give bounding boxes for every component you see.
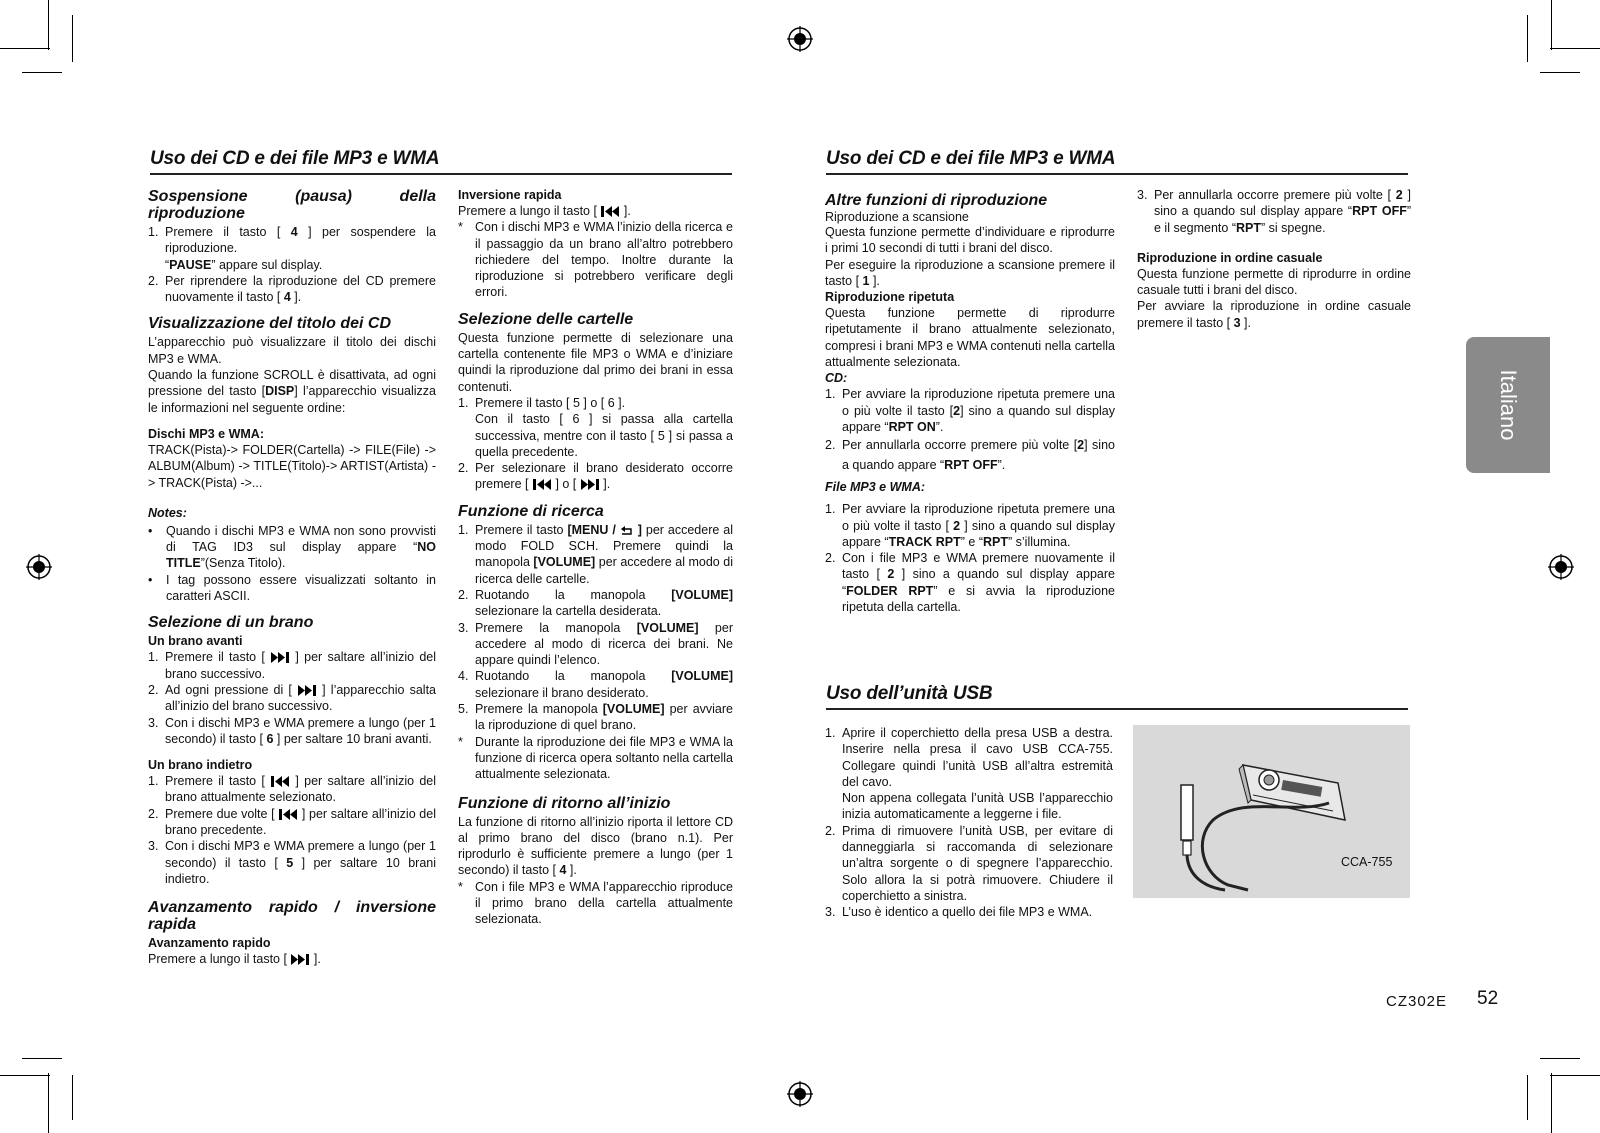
usb-list (825, 725, 1113, 921)
scan-text-2: Per eseguire la riproduzione a scansione premere il tasto [ 1 ]. (825, 257, 1115, 288)
list-item: 4. Ruotando la manopola [VOLUME] selezionare il brano desiderato. (458, 669, 733, 700)
list-item: 2. Per selezionare il brano desiderato occorre premere [ ] o [ ]. (458, 461, 733, 492)
return-heading: Funzione di ritorno all’inizio (458, 794, 671, 812)
fast-forward-heading: Avanzamento rapido / inversione rapida (148, 899, 436, 934)
notes-heading: Notes: (148, 505, 187, 520)
right-page-title: Uso dei CD e dei file MP3 e WMA (826, 148, 1408, 175)
right-column-1 (825, 192, 1115, 615)
page-number: 52 (1477, 988, 1499, 1009)
list-item: 3. Con i dischi MP3 e WMA premere a lungo (per 1 secondo) il tasto [ 5 ] per saltare 10 brani indietro. (148, 839, 436, 886)
list-item: 1. Per avviare la riproduzione ripetuta premere una o più volte il tasto [2] sino a quando sul display appare “RPT ON”. (825, 387, 1115, 434)
list-item: 2. Premere due volte [ ] per saltare all’inizio del brano precedente. (148, 806, 436, 838)
title-display-heading: Visualizzazione del titolo dei CD (148, 315, 391, 333)
other-functions-heading: Altre funzioni di riproduzione (825, 192, 1048, 209)
back-heading: Un brano indietro (148, 758, 253, 773)
language-tab-label: Italiano (1496, 369, 1521, 441)
repeat-heading: Riproduzione ripetuta (825, 290, 955, 305)
pause-heading: Sospensione (pausa) della riproduzione (148, 188, 436, 222)
list-item: 3. Con i dischi MP3 e WMA premere a lungo (per 1 secondo) il tasto [ 6 ] per saltare 10 brani avanti. (148, 715, 436, 746)
prev-track-icon (270, 776, 290, 787)
file-heading: File MP3 e WMA: (825, 480, 926, 495)
select-track-heading: Selezione di un brano (148, 614, 314, 632)
search-heading: Funzione di ricerca (458, 502, 604, 520)
list-item: 1. Premere il tasto [ ] per saltare all’inizio del brano successivo. (148, 650, 436, 681)
menu-back-icon (620, 525, 634, 536)
fast-forward-text: Premere a lungo il tasto [ ]. (148, 952, 321, 967)
list-item: 5. Premere la manopola [VOLUME] per avviare la riproduzione di quel brano. (458, 702, 733, 733)
registration-mark-icon (787, 1081, 813, 1107)
prev-track-icon (532, 479, 552, 490)
left-page-title: Uso dei CD e dei file MP3 e WMA (150, 148, 732, 175)
list-item: 1. Per avviare la riproduzione ripetuta premere una o più volte il tasto [ 2 ] sino a quando sul display appare “TRACK RPT” e “RPT” s’illumina. (825, 502, 1115, 549)
registration-mark-icon (1548, 554, 1574, 580)
next-track-icon (290, 954, 310, 965)
list-item: * Durante la riproduzione dei file MP3 e WMA la funzione di ricerca opera soltanto nella cartella attualmente selezionata. (458, 734, 733, 782)
head-unit-usb-illustration (1133, 725, 1410, 898)
right-column-2 (1137, 187, 1411, 331)
prev-track-icon (600, 206, 620, 217)
left-column-1 (148, 188, 436, 968)
list-item: 3. L’uso è identico a quello dei file MP3 e WMA. (825, 905, 1093, 920)
list-item: 3. Per annullarla occorre premere più volte [ 2 ] sino a quando sul display appare “RPT OFF” e il segmento “RPT” si spegne. (1137, 188, 1412, 235)
left-column-2 (458, 187, 733, 928)
title-display-text: L’apparecchio può visualizzare il titolo dei dischi MP3 e WMA. (148, 335, 436, 366)
list-item: 1. Premere il tasto [ 5 ] o [ 6 ]. Con il tasto [ 6 ] si passa alla cartella successiva, mentre con il tasto [ 5 ] si passa a quella precedente. (458, 395, 733, 459)
usb-cable-illustration (1133, 725, 1410, 898)
list-item: • I tag possono essere visualizzati soltanto in caratteri ASCII. (148, 572, 436, 604)
list-item: 2. Ad ogni pressione di [ ] l’apparecchio salta all’inizio del brano successivo. (148, 682, 436, 714)
scan-text: Questa funzione permette d’individuare e riprodurre i primi 10 secondi di tutti i brani del disco. (825, 225, 1115, 256)
title-display-text-2: Quando la funzione SCROLL è disattivata, ad ogni pressione del tasto [DISP] l’apparecchio visualizza le informazioni nel seguente ordine: (148, 368, 436, 415)
scan-subheading: Riproduzione a scansione (825, 210, 969, 224)
list-item: 1. Premere il tasto [MENU / ] per accedere al modo FOLD SCH. Premere quindi la manopola [VOLUME] per accedere al modo di ricerca delle cartelle. (458, 522, 734, 586)
list-item: 2. Ruotando la manopola [VOLUME] selezionare la cartella desiderata. (458, 587, 733, 619)
list-item: 2. Prima di rimuovere l’unità USB, per evitare di danneggiarla si raccomanda di selezionare un’altra sorgente o di spegnere l’apparecchio. Solo allora la si potrà rimuovere. Chiudere il coperchietto a sinistra. (825, 823, 1113, 903)
folder-select-text: Questa funzione permette di selezionare una cartella contenente file MP3 o WMA e d’iniziare quindi la riproduzione dal primo dei brani in essa contenuti. (458, 330, 733, 394)
list-item: 1. Premere il tasto [ 4 ] per sospendere la riproduzione. “PAUSE” appare sul display. (148, 225, 436, 272)
registration-mark-icon (26, 554, 52, 580)
discs-heading: Dischi MP3 e WMA: (148, 426, 264, 441)
list-item: 2. Per annullarla occorre premere più volte [2] sino a quando appare “RPT OFF”. (825, 438, 1115, 473)
fast-forward-subheading: Avanzamento rapido (148, 936, 271, 951)
forward-heading: Un brano avanti (148, 634, 243, 649)
usb-title: Uso dell’unità USB (826, 683, 1408, 710)
registration-mark-icon (787, 26, 813, 52)
random-heading: Riproduzione in ordine casuale (1137, 250, 1323, 265)
list-item: * Con i dischi MP3 e WMA l’inizio della ricerca e il passaggio da un brano all’altro potrebbero richiedere del tempo. Inoltre durante la riproduzione si potrebbero verificare degli errori. (458, 220, 733, 300)
list-item: • Quando i dischi MP3 e WMA non sono provvisti di TAG ID3 sul display appare “NO TITLE”(Senza Titolo). (148, 523, 436, 571)
list-item: 1. Premere il tasto [ ] per saltare all’inizio del brano attualmente selezionato. (148, 774, 436, 805)
list-item: 3. Premere la manopola [VOLUME] per accedere al modo di ricerca dei brani. Ne appare quindi l’elenco. (458, 620, 734, 668)
list-item: 2. Per riprendere la riproduzione del CD premere nuovamente il tasto [ 4 ]. (148, 273, 436, 305)
usb-illustration-label: CCA-755 (1341, 855, 1393, 869)
cd-heading: CD: (825, 371, 848, 386)
next-track-icon (580, 479, 600, 490)
list-item: * Con i file MP3 e WMA l’apparecchio riproduce il primo brano della cartella attualmente selezionata. (458, 879, 733, 927)
list-item: 2. Con i file MP3 e WMA premere nuovamente il tasto [ 2 ] sino a quando sul display appare “FOLDER RPT” e si avvia la riproduzione ripetuta della cartella. (825, 551, 1115, 615)
rewind-heading: Inversione rapida (458, 188, 562, 202)
discs-order-text: TRACK(Pista)-> FOLDER(Cartella) -> FILE(File) -> ALBUM(Album) -> TITLE(Titolo)-> ARTIST(Artista) -> TRACK(Pista) ->... (148, 442, 436, 490)
folder-select-heading: Selezione delle cartelle (458, 310, 634, 328)
list-item: 1. Aprire il coperchietto della presa USB a destra. Inserire nella presa il cavo USB CCA-755. Collegare quindi l’unità USB all’altra estremità del cavo. Non appena collegata l’unità USB l’apparecchio inizia automaticamente a leggerne i file. (825, 726, 1113, 822)
random-text-2: Per avviare la riproduzione in ordine casuale premere il tasto [ 3 ]. (1137, 299, 1411, 330)
repeat-text: Questa funzione permette di riprodurre ripetutamente il brano attualmente selezionato, compresi i brani MP3 e WMA contenuti nella cartella attualmente selezionata. (825, 306, 1115, 370)
random-text: Questa funzione permette di riprodurre in ordine casuale tutti i brani del disco. (1137, 266, 1411, 298)
rewind-text: Premere a lungo il tasto [ ]. (458, 204, 631, 218)
model-number: CZ302E (1386, 993, 1448, 1010)
next-track-icon (270, 652, 290, 663)
language-tab (1466, 337, 1550, 473)
return-text: La funzione di ritorno all’inizio riporta il lettore CD al primo brano del disco (brano n.1). Per riprodurlo è sufficiente premere a lungo (per 1 secondo) il tasto [ 4 ]. (458, 814, 733, 878)
prev-track-icon (278, 809, 298, 820)
next-track-icon (297, 685, 317, 696)
